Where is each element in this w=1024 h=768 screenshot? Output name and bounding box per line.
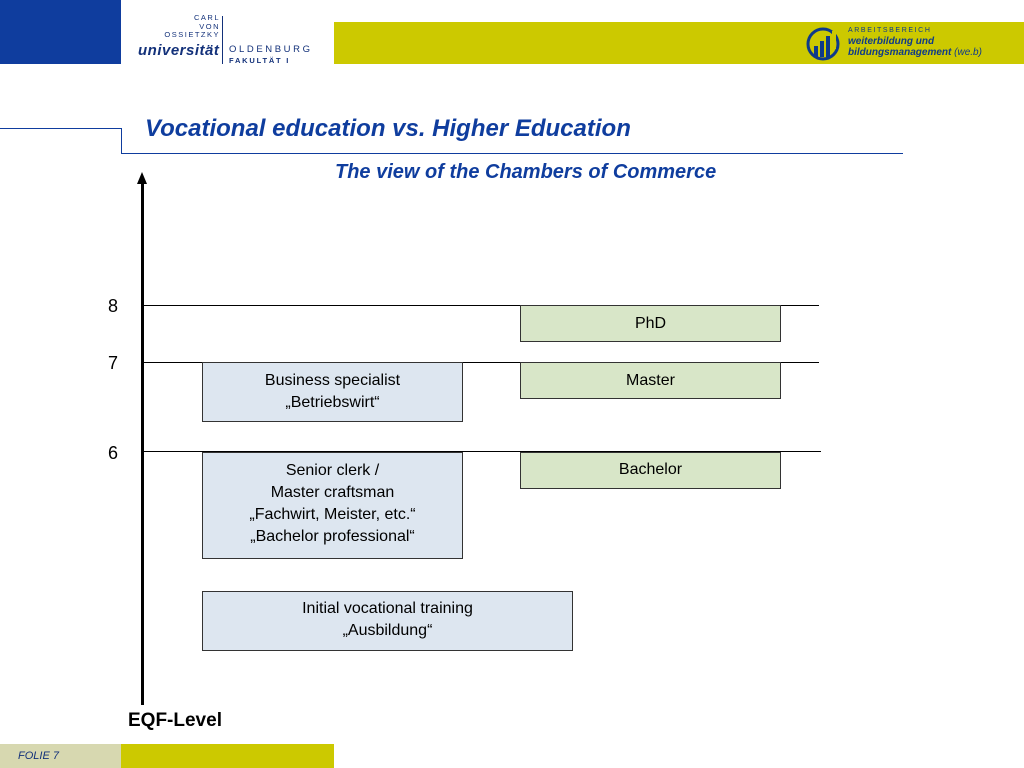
box-phd	[520, 305, 781, 342]
dept-abbr: (we.b)	[954, 47, 982, 58]
dept-label-top: ARBEITSBEREICH	[848, 27, 932, 34]
box-bachelor-label: Bachelor	[618, 461, 683, 478]
dept-line-2: bildungsmanagement	[848, 47, 952, 58]
logo-divider	[222, 16, 223, 64]
box-initial-training	[202, 591, 573, 651]
title-rule-left	[0, 128, 121, 129]
eqf-axis	[141, 182, 144, 705]
university-logo	[138, 14, 318, 66]
title-rule-step	[121, 128, 122, 154]
box-master-label: Master	[626, 372, 675, 389]
logo-von: VON	[199, 21, 220, 31]
footer-yellow-band	[121, 744, 334, 768]
box-senior-clerk-line-1: Senior clerk /	[285, 462, 380, 479]
box-senior-clerk-line-3: „Fachwirt, Meister, etc.“	[249, 506, 416, 523]
logo-faculty: FAKULTÄT I	[229, 56, 291, 65]
logo-universitaet: universität	[138, 42, 220, 59]
slide-number: FOLIE 7	[18, 750, 59, 762]
box-business-specialist-line-2: „Betriebswirt“	[285, 394, 380, 411]
department-label	[848, 25, 982, 58]
box-senior-clerk	[202, 452, 463, 559]
box-business-specialist-line-1: Business specialist	[264, 372, 401, 389]
slide-title: Vocational education vs. Higher Education	[145, 115, 631, 142]
box-master	[520, 362, 781, 399]
box-bachelor	[520, 452, 781, 489]
logo-ossietzky: OSSIETZKY	[164, 30, 220, 39]
box-senior-clerk-line-4: „Bachelor professional“	[250, 528, 415, 545]
slide-subtitle: The view of the Chambers of Commerce	[335, 161, 717, 183]
box-senior-clerk-line-2: Master craftsman	[270, 484, 395, 501]
dept-line-1: weiterbildung und	[848, 36, 935, 47]
logo-name-block	[138, 14, 220, 40]
title-rule-bottom	[121, 153, 903, 154]
box-initial-training-line-1: Initial vocational training	[302, 600, 473, 617]
logo-carl: CARL	[193, 13, 220, 22]
header-blue-block	[0, 0, 121, 64]
logo-oldenburg: OLDENBURG	[229, 44, 313, 55]
web-logo-icon	[805, 26, 841, 62]
axis-label: EQF-Level	[128, 710, 222, 731]
level-6-label: 6	[107, 443, 118, 463]
box-business-specialist	[202, 362, 463, 422]
box-initial-training-line-2: „Ausbildung“	[342, 622, 433, 639]
level-7-label: 7	[107, 353, 118, 373]
box-phd-label: PhD	[634, 315, 667, 332]
level-8-label: 8	[107, 296, 118, 316]
